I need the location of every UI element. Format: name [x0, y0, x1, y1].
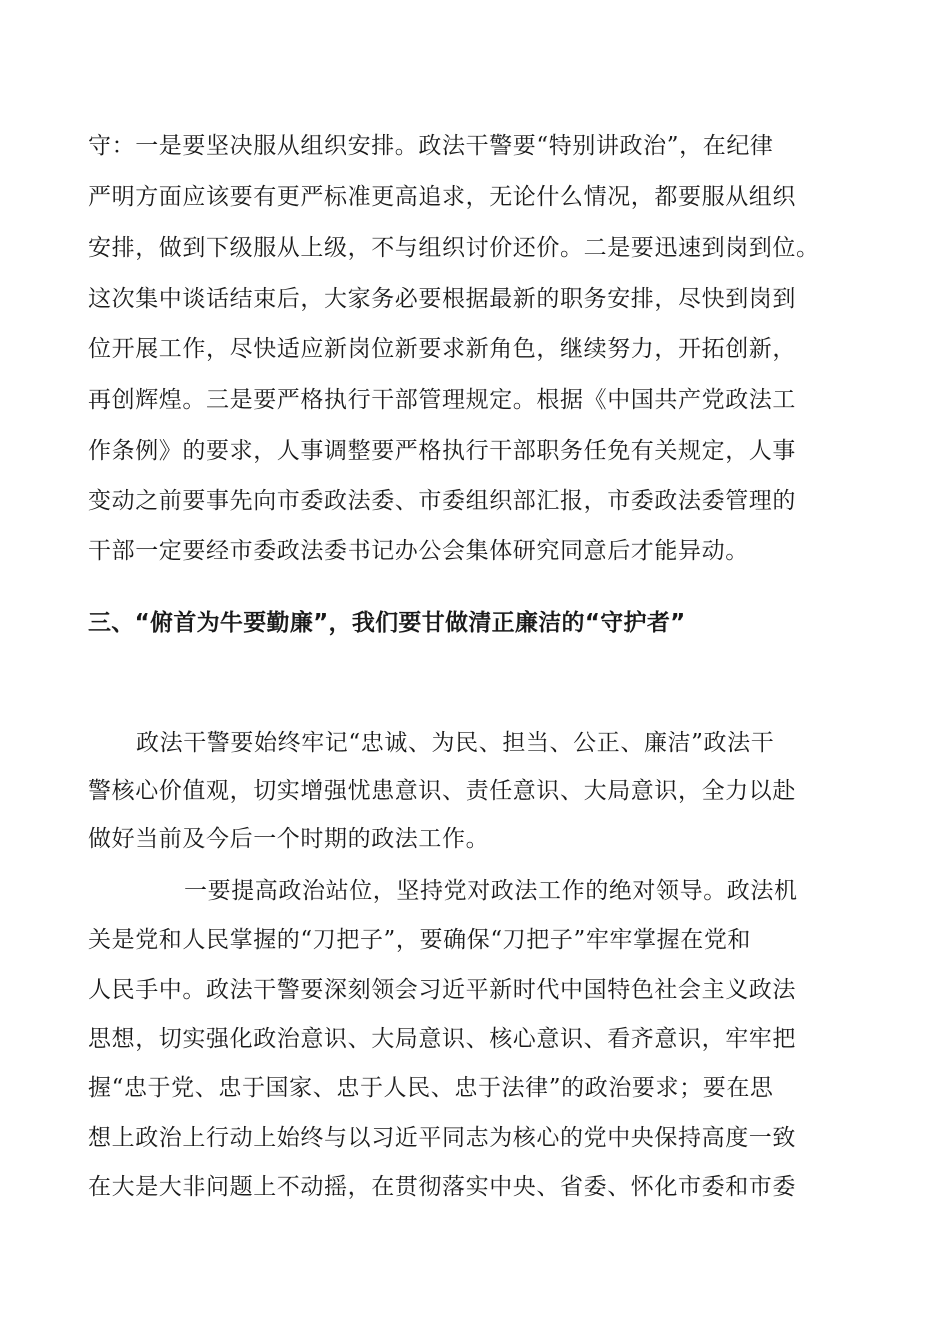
paragraph-line: 握“忠于党、忠于国家、忠于人民、忠于法律”的政治要求；要在思: [88, 1075, 774, 1101]
paragraph-line: 严明方面应该要有更严标准更高追求，无论什么情况，都要服从组织: [88, 184, 796, 210]
paragraph-line: 作条例》的要求，人事调整要严格执行干部职务任免有关规定，人事: [88, 438, 796, 464]
paragraph-line: 再创辉煌。三是要严格执行干部管理规定。根据《中国共产党政法工: [88, 387, 796, 413]
paragraph-line: 政法干警要始终牢记“忠诚、为民、担当、公正、廉洁”政法干: [136, 730, 775, 756]
paragraph-line: 思想，切实强化政治意识、大局意识、核心意识、看齐意识，牢牢把: [88, 1026, 796, 1052]
paragraph-line: 关是党和人民掌握的“刀把子”，要确保“刀把子”牢牢掌握在党和: [88, 927, 752, 953]
paragraph-line: 守：一是要坚决服从组织安排。政法干警要“特别讲政治”，在纪律: [88, 133, 774, 159]
paragraph-line: 干部一定要经市委政法委书记办公会集体研究同意后才能异动。: [88, 538, 749, 564]
paragraph-line: 安排，做到下级服从上级，不与组织讨价还价。二是要迅速到岗到位。: [88, 235, 820, 261]
paragraph-line: 警核心价值观，切实增强忧患意识、责任意识、大局意识，全力以赴: [88, 778, 796, 804]
paragraph-line: 在大是大非问题上不动摇，在贯彻落实中央、省委、怀化市委和市委: [88, 1174, 796, 1200]
paragraph-line: 这次集中谈话结束后，大家务必要根据最新的职务安排，尽快到岗到: [88, 286, 796, 312]
paragraph-line: 想上政治上行动上始终与以习近平同志为核心的党中央保持高度一致: [88, 1125, 796, 1151]
paragraph-line: 做好当前及今后一个时期的政法工作。: [88, 826, 490, 852]
section-heading: 三、“俯首为牛要勤廉”，我们要甘做清正廉洁的“守护者”: [88, 610, 686, 636]
paragraph-line: 位开展工作，尽快适应新岗位新要求新角色，继续努力，开拓创新，: [88, 336, 796, 362]
paragraph-line: 人民手中。政法干警要深刻领会习近平新时代中国特色社会主义政法: [88, 977, 796, 1003]
paragraph-line: 一要提高政治站位，坚持党对政法工作的绝对领导。政法机: [184, 878, 798, 904]
paragraph-line: 变动之前要事先向市委政法委、市委组织部汇报，市委政法委管理的: [88, 488, 796, 514]
